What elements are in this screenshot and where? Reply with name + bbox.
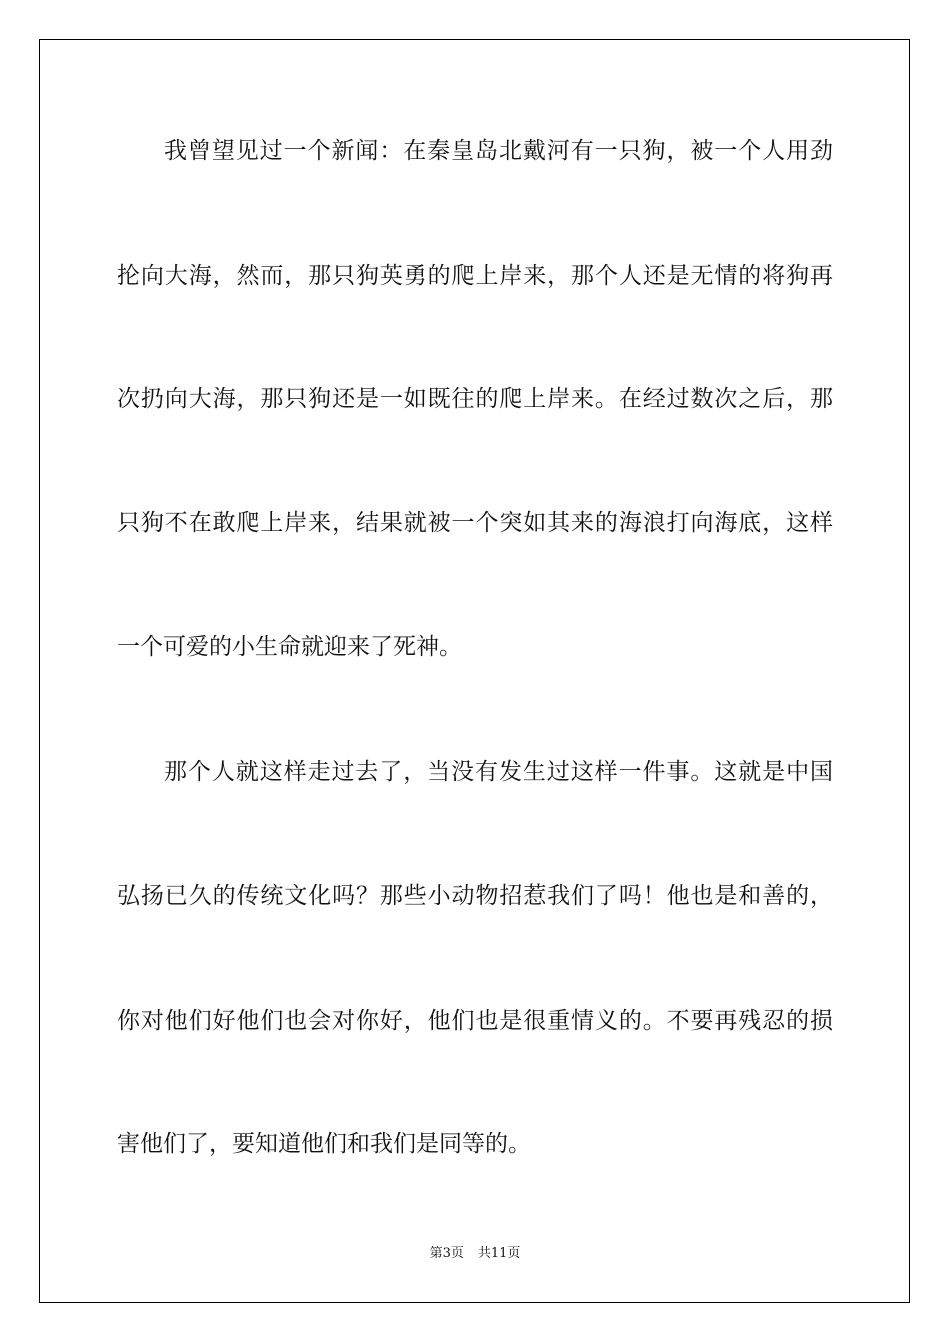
page-footer: [0, 1245, 950, 1263]
text-line: 次扔向大海，那只狗还是一如既往的爬上岸来。在经过数次之后，那: [117, 386, 833, 412]
text-line: 害他们了，要知道他们和我们是同等的。: [117, 1131, 531, 1157]
text-line: 我曾望见过一个新闻：在秦皇岛北戴河有一只狗，被一个人用劲: [164, 138, 833, 164]
text-line: 弘扬已久的传统文化吗？那些小动物招惹我们了吗！他也是和善的，: [117, 883, 833, 909]
text-line: 你对他们好他们也会对你好，他们也是很重情义的。不要再残忍的损: [117, 1008, 833, 1034]
page-number: 第3页: [429, 1246, 464, 1261]
text-line: 抡向大海，然而，那只狗英勇的爬上岸来，那个人还是无情的将狗再: [117, 263, 833, 289]
text-line: 一个可爱的小生命就迎来了死神。: [117, 634, 462, 660]
text-line: 只狗不在敢爬上岸来，结果就被一个突如其来的海浪打向海底，这样: [117, 510, 833, 536]
page-border: [39, 39, 910, 1303]
page-total: 共11页: [477, 1246, 521, 1261]
text-line: 那个人就这样走过去了，当没有发生过这样一件事。这就是中国: [164, 759, 833, 785]
